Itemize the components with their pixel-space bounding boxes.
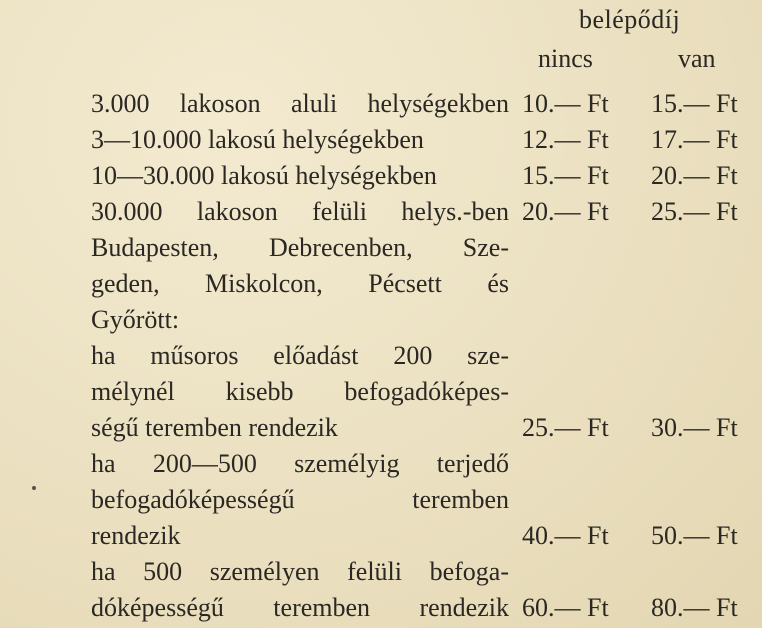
- table-row: [0, 230, 762, 266]
- row-text: ha 500 személyen felüli befoga-: [91, 557, 509, 586]
- row-text: ha 200—500 személyig terjedő: [91, 449, 509, 478]
- row-text: ségű teremben rendezik: [91, 413, 338, 442]
- row-text: 3—10.000 lakosú helységekben: [91, 125, 424, 154]
- price-has: 17.— Ft: [651, 125, 738, 154]
- price-none: 12.— Ft: [522, 125, 609, 154]
- row-text: Budapesten, Debrecenben, Sze-: [91, 233, 509, 262]
- header-col-has: van: [678, 44, 716, 73]
- table-row: [0, 122, 762, 158]
- header-entry-fee: belépődíj: [579, 5, 681, 34]
- ink-speck: [32, 486, 36, 490]
- table-row: [0, 518, 762, 554]
- row-text: rendezik: [91, 521, 181, 550]
- price-has: 50.— Ft: [651, 521, 738, 550]
- table-row: [0, 590, 762, 626]
- row-text: dóképességű teremben rendezik: [91, 593, 509, 622]
- row-text: befogadóképességű teremben: [91, 485, 509, 514]
- table-row: [0, 158, 762, 194]
- table-row: [0, 374, 762, 410]
- table-row: [0, 86, 762, 122]
- row-text: 3.000 lakoson aluli helységekben: [91, 89, 509, 118]
- price-has: 20.— Ft: [651, 161, 738, 190]
- price-has: 15.— Ft: [651, 89, 738, 118]
- row-text: 10—30.000 lakosú helységekben: [91, 161, 437, 190]
- row-text: mélynél kisebb befogadóképes-: [91, 377, 509, 406]
- price-has: 30.— Ft: [651, 413, 738, 442]
- table-row: [0, 446, 762, 482]
- price-none: 10.— Ft: [522, 89, 609, 118]
- price-none: 15.— Ft: [522, 161, 609, 190]
- table-row: [0, 266, 762, 302]
- row-text: Győrött:: [91, 305, 180, 334]
- table-row: [0, 302, 762, 338]
- table-row: [0, 554, 762, 590]
- table-row: [0, 194, 762, 230]
- price-none: 25.— Ft: [522, 413, 609, 442]
- table-row: [0, 410, 762, 446]
- row-text: 30.000 lakoson felüli helys.-ben: [91, 197, 509, 226]
- table-row: [0, 482, 762, 518]
- header-col-none: nincs: [538, 44, 593, 73]
- row-text: ha műsoros előadást 200 sze-: [91, 341, 509, 370]
- price-has: 80.— Ft: [651, 593, 738, 622]
- price-none: 60.— Ft: [522, 593, 609, 622]
- price-none: 20.— Ft: [522, 197, 609, 226]
- table-row: [0, 338, 762, 374]
- price-none: 40.— Ft: [522, 521, 609, 550]
- row-text: geden, Miskolcon, Pécsett és: [91, 269, 509, 298]
- price-has: 25.— Ft: [651, 197, 738, 226]
